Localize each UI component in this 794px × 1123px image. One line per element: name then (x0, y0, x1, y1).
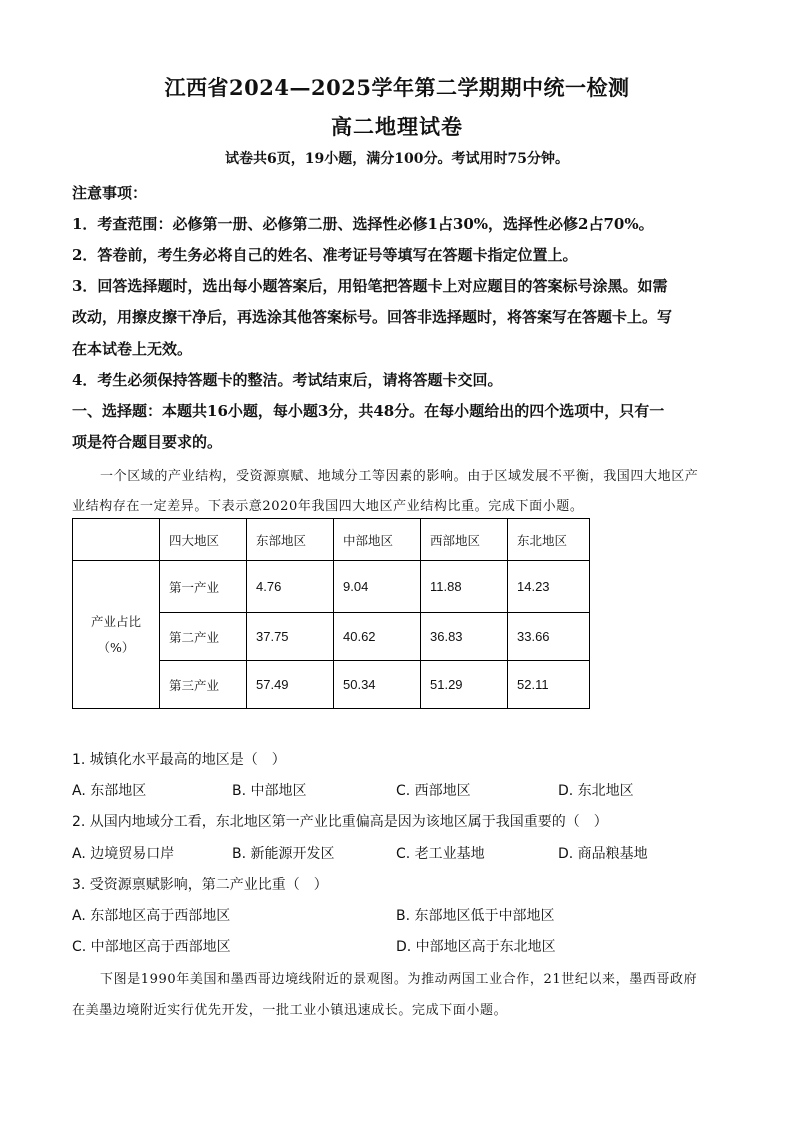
table-group-unit: （%） (97, 639, 135, 655)
table-cell: 36.83 (421, 613, 508, 661)
exam-subject-title: 高二地理试卷 (331, 114, 463, 139)
table-header-region: 西部地区 (421, 519, 508, 561)
question-3-option-c: C. 中部地区高于西部地区 (72, 939, 231, 955)
question-1-option-d: D. 东北地区 (558, 783, 634, 799)
table-row-label: 第一产业 (160, 561, 247, 613)
table-group-label: 产业占比 (90, 613, 141, 629)
notes-item-3-line-2: 改动，用擦皮擦干净后，再选涂其他答案标号。回答非选择题时，将答案写在答题卡上。写 (72, 308, 673, 326)
passage-1-line-2: 业结构存在一定差异。下表示意2020年我国四大地区产业结构比重。完成下面小题。 (72, 499, 584, 514)
question-2-option-c: C. 老工业基地 (396, 846, 485, 862)
passage-2-line-1: 下图是1990年美国和墨西哥边境线附近的景观图。为推动两国工业合作，21世纪以来，墨西哥政府 (100, 972, 698, 987)
notes-item-2: 2．答卷前，考生务必将自己的姓名、准考证号等填写在答题卡指定位置上。 (72, 246, 578, 264)
table-cell: 37.75 (247, 613, 334, 661)
table-cell: 4.76 (247, 561, 334, 613)
passage-1-line-1: 一个区域的产业结构，受资源禀赋、地域分工等因素的影响。由于区域发展不平衡，我国四大地区产 (100, 469, 699, 484)
section-1-heading-cont: 项是符合题目要求的。 (72, 433, 223, 451)
question-2-option-b: B. 新能源开发区 (232, 846, 335, 862)
table-cell: 9.04 (334, 561, 421, 613)
industry-structure-table (72, 518, 590, 709)
table-group-label-cell (73, 561, 160, 709)
table-cell: 57.49 (247, 661, 334, 709)
notes-item-4: 4．考生必须保持答题卡的整洁。考试结束后，请将答题卡交回。 (72, 371, 503, 389)
table-cell: 11.88 (421, 561, 508, 613)
notes-heading: 注意事项： (72, 184, 148, 202)
table-header-cell: 四大地区 (160, 519, 247, 561)
table-row (73, 561, 590, 613)
question-2-option-a: A. 边境贸易口岸 (72, 846, 175, 862)
table-row-label: 第二产业 (160, 613, 247, 661)
question-3-option-a: A. 东部地区高于西部地区 (72, 908, 231, 924)
question-2-option-d: D. 商品粮基地 (558, 846, 648, 862)
table-cell: 50.34 (334, 661, 421, 709)
question-2-stem: 2. 从国内地域分工看，东北地区第一产业比重偏高是因为该地区属于我国重要的（ ） (72, 814, 608, 830)
question-3-option-b: B. 东部地区低于中部地区 (396, 908, 555, 924)
table-cell: 40.62 (334, 613, 421, 661)
table-header-region: 东部地区 (247, 519, 334, 561)
question-3-stem: 3. 受资源禀赋影响，第二产业比重（ ） (72, 877, 328, 893)
question-1-stem: 1. 城镇化水平最高的地区是（ ） (72, 752, 286, 768)
table-corner-cell (73, 519, 160, 561)
table-cell: 51.29 (421, 661, 508, 709)
question-1-option-c: C. 西部地区 (396, 783, 471, 799)
table-header-region: 东北地区 (508, 519, 590, 561)
table-cell: 14.23 (508, 561, 590, 613)
passage-2-line-2: 在美墨边境附近实行优先开发，一批工业小镇迅速成长。完成下面小题。 (72, 1003, 508, 1018)
exam-info: 试卷共6页，19小题，满分100分。考试用时75分钟。 (225, 151, 569, 167)
question-1-option-a: A. 东部地区 (72, 783, 147, 799)
notes-item-3-line-1: 3．回答选择题时，选出每小题答案后，用铅笔把答题卡上对应题目的答案标号涂黑。如需 (72, 277, 668, 295)
table-cell: 52.11 (508, 661, 590, 709)
question-1-option-b: B. 中部地区 (232, 783, 307, 799)
table-header-region: 中部地区 (334, 519, 421, 561)
question-3-option-d: D. 中部地区高于东北地区 (396, 939, 556, 955)
notes-item-1: 1．考查范围：必修第一册、必修第二册、选择性必修1占30%，选择性必修2占70%。 (72, 215, 654, 233)
table-header-row (73, 519, 590, 561)
exam-title: 江西省2024—2025学年第二学期期中统一检测 (164, 75, 630, 100)
table-cell: 33.66 (508, 613, 590, 661)
section-1-heading: 一、选择题：本题共16小题，每小题3分，共48分。在每小题给出的四个选项中，只有一 (72, 402, 665, 420)
notes-item-3-line-3: 在本试卷上无效。 (72, 340, 193, 358)
table-row-label: 第三产业 (160, 661, 247, 709)
